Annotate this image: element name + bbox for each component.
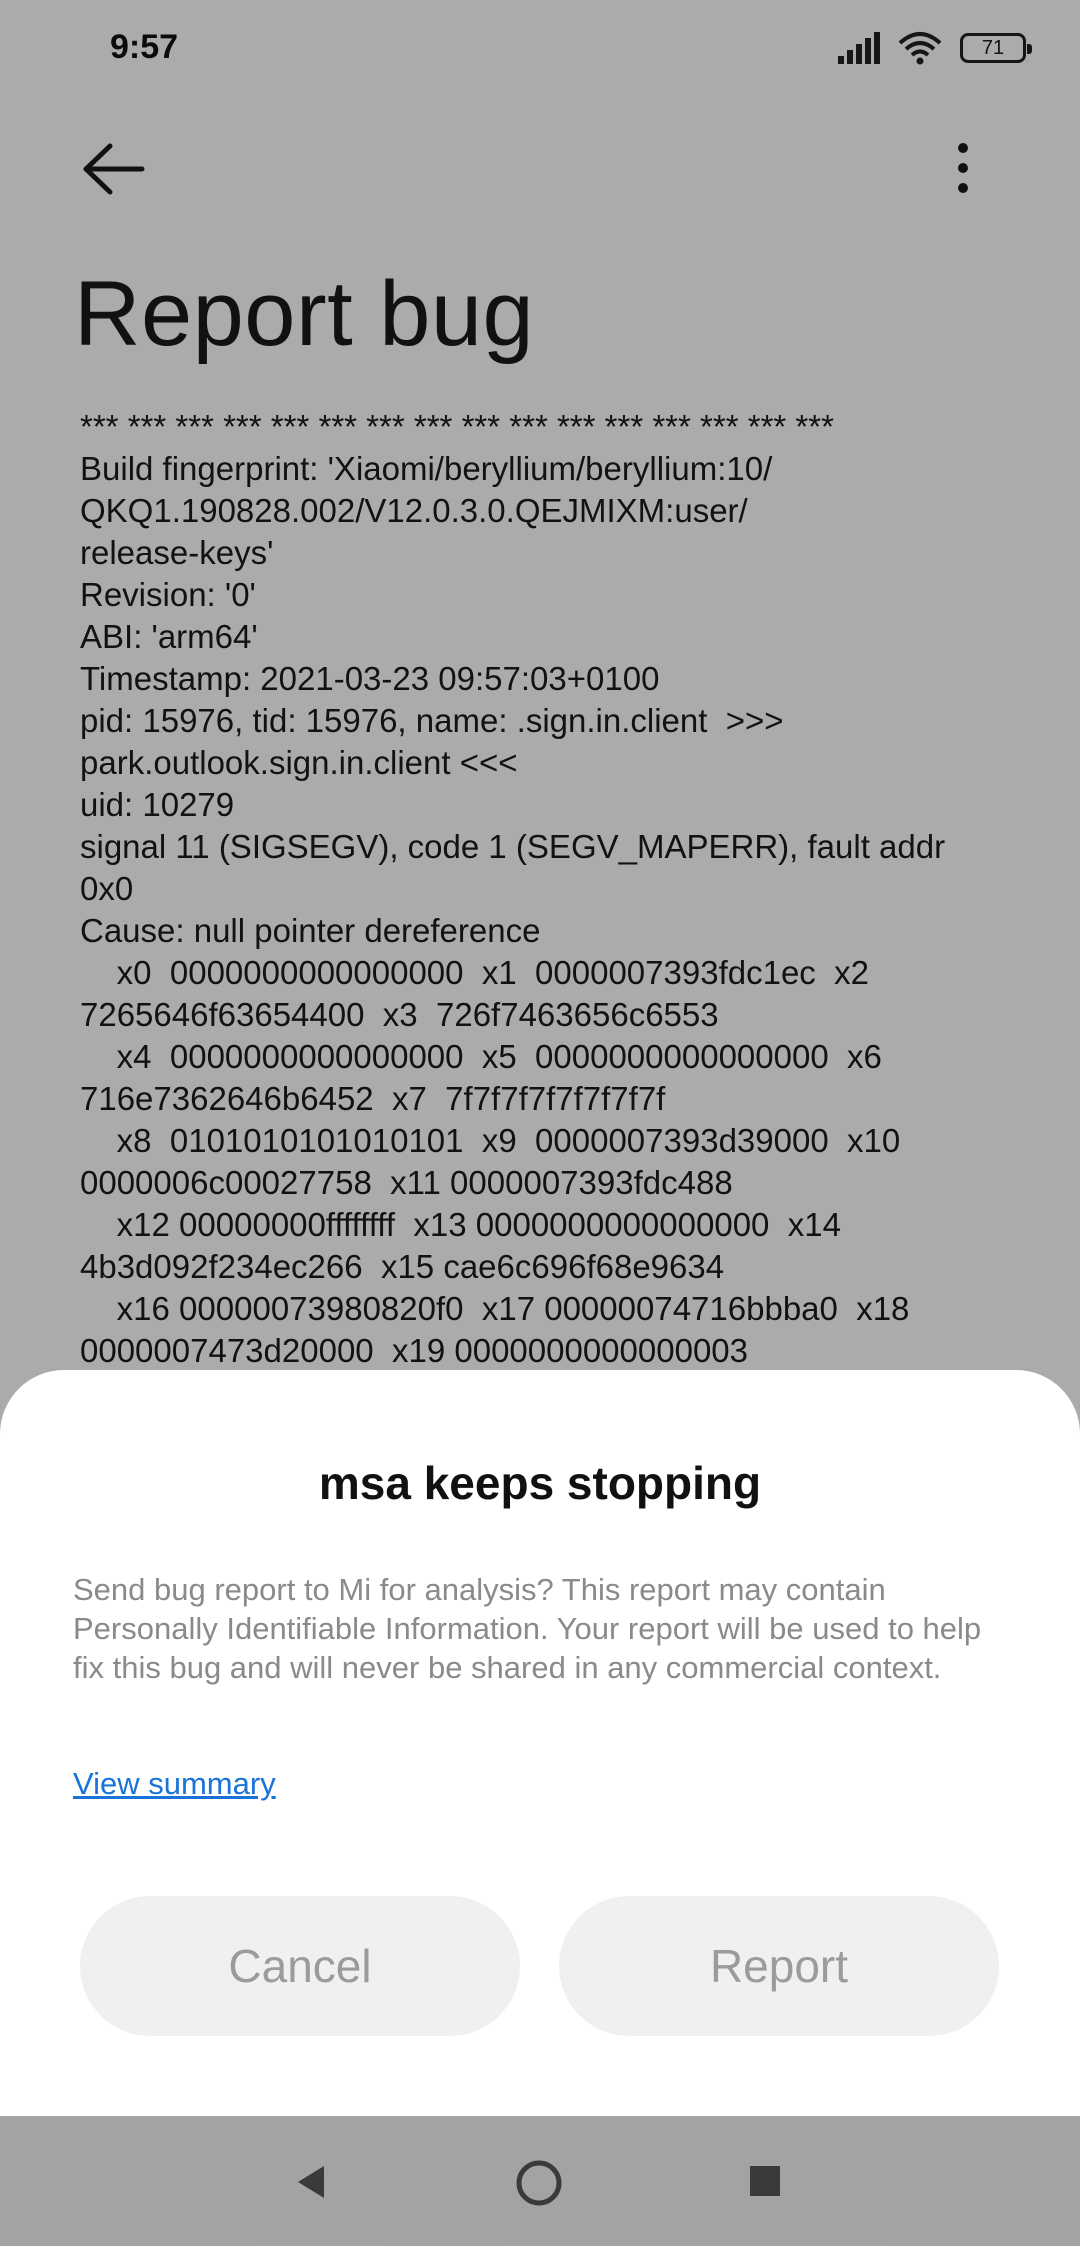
log-line: Build fingerprint: 'Xiaomi/beryllium/beryllium:10/	[80, 450, 773, 487]
log-line: 716e7362646b6452 x7 7f7f7f7f7f7f7f7f	[80, 1080, 666, 1117]
status-time: 9:57	[110, 28, 179, 66]
nav-home-icon[interactable]	[514, 2158, 564, 2208]
log-line: 0x0	[80, 870, 134, 907]
battery-level: 71	[981, 36, 1005, 59]
log-line: Cause: null pointer dereference	[80, 912, 541, 949]
log-line: signal 11 (SIGSEGV), code 1 (SEGV_MAPERR), fault addr	[80, 828, 946, 865]
dialog-title: msa keeps stopping	[318, 1457, 762, 1509]
log-line: QKQ1.190828.002/V12.0.3.0.QEJMIXM:user/	[80, 492, 748, 529]
log-line: ABI: 'arm64'	[80, 618, 258, 655]
log-line: 4b3d092f234ec266 x15 cae6c696f68e9634	[80, 1248, 725, 1285]
nav-back-icon[interactable]	[292, 2162, 332, 2202]
log-line: Timestamp: 2021-03-23 09:57:03+0100	[80, 660, 660, 697]
log-line: 0000007473d20000 x19 0000000000000003	[80, 1332, 749, 1366]
log-line: Revision: '0'	[80, 576, 256, 613]
view-summary-link[interactable]: View summary	[73, 1766, 276, 1801]
log-line: 7265646f63654400 x3 726f7463656c6553	[80, 996, 719, 1033]
cancel-button[interactable]: Cancel	[80, 1896, 520, 2036]
log-line: pid: 15976, tid: 15976, name: .sign.in.client >>>	[80, 702, 784, 739]
crash-dialog	[0, 1370, 1080, 2116]
log-line: *** *** *** *** *** *** *** *** *** *** *** *** *** *** *** ***	[80, 408, 834, 445]
log-line: x0 0000000000000000 x1 0000007393fdc1ec x2	[80, 954, 869, 991]
log-line: uid: 10279	[80, 786, 235, 823]
log-line: x16 00000073980820f0 x17 00000074716bbba0 x18	[80, 1290, 910, 1327]
dialog-message: Send bug report to Mi for analysis? This report may contain Personally Identifiable Information. Your report will be used to help fix this bug and will never be shared in any commercial context.	[73, 1572, 982, 1685]
report-button[interactable]: Report	[559, 1896, 999, 2036]
log-line: park.outlook.sign.in.client <<<	[80, 744, 518, 781]
log-line: 0000006c00027758 x11 0000007393fdc488	[80, 1164, 733, 1201]
nav-recent-icon[interactable]	[748, 2164, 782, 2198]
log-line: release-keys'	[80, 534, 274, 571]
log-line: x4 0000000000000000 x5 0000000000000000 x6	[80, 1038, 882, 1075]
log-line: x12 00000000ffffffff x13 0000000000000000 x14	[80, 1206, 841, 1243]
log-line: x8 0101010101010101 x9 0000007393d39000 x10	[80, 1122, 901, 1159]
page-title: Report bug	[74, 263, 535, 365]
